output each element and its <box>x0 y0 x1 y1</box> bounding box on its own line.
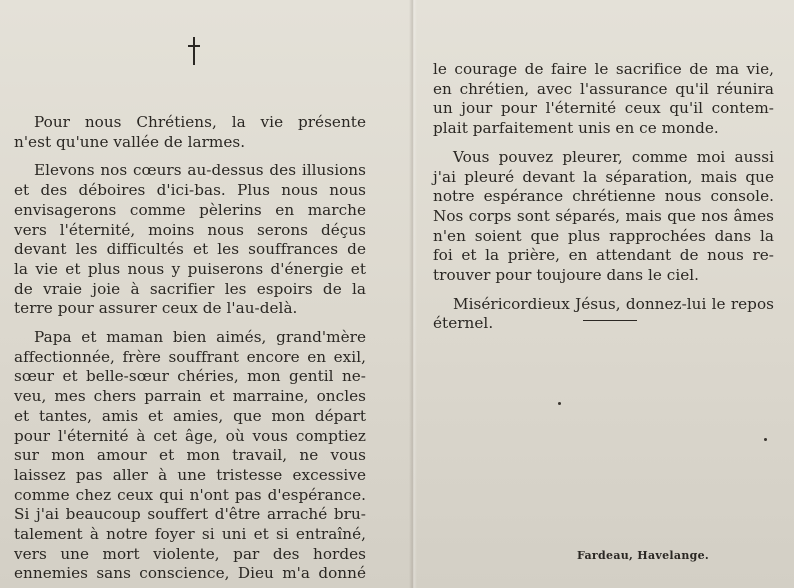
text-line: et des déboires d'ici-bas. Plus nous nous <box>14 181 366 200</box>
right-column <box>433 60 774 343</box>
text-line: Miséricordieux Jésus, donnez-lui le repos <box>453 294 774 313</box>
right-paragraph-1 <box>433 60 774 139</box>
text-line: Papa et maman bien aimés, grand'mère <box>34 328 366 347</box>
text-line: Pour nous Chrétiens, la vie présente <box>34 113 366 131</box>
right-paragraph-3 <box>433 295 774 334</box>
text-line: veu, mes chers parrain et marraine, oncles <box>14 387 366 406</box>
left-paragraph-3 <box>14 328 366 584</box>
text-line: le courage de faire le sacrifice de ma vie, <box>433 60 774 78</box>
text-line: et tantes, amis et amies, que mon départ <box>14 406 366 425</box>
text-line: comme chez ceux qui n'ont pas d'espérance. <box>14 485 366 504</box>
text-line: talement à notre foyer si uni et si entraîné, <box>14 525 366 544</box>
card-fold <box>409 0 417 588</box>
text-line: Nos corps sont séparés, mais que nos âmes <box>433 206 774 225</box>
text-line: j'ai pleuré devant la séparation, mais que <box>433 167 774 186</box>
text-line: affectionnée, frère souffrant encore en exil, <box>14 347 366 366</box>
print-speck <box>558 402 561 405</box>
left-paragraph-1 <box>14 113 366 152</box>
text-line: vers une mort violente, par des hordes <box>14 544 366 563</box>
text-line: plait parfaitement unis en ce monde. <box>433 119 719 138</box>
printer-credit: Fardeau, Havelange. <box>577 549 710 562</box>
left-column <box>14 113 366 588</box>
text-line: en chrétien, avec l'assurance qu'il réunira <box>433 79 774 98</box>
text-line: Vous pouvez pleurer, comme moi aussi <box>453 147 774 166</box>
text-line: sœur et belle-sœur chéries, mon gentil ne- <box>14 367 366 386</box>
text-line: foi et la prière, en attendant de nous re- <box>433 246 774 265</box>
text-line: éternel. <box>433 314 494 333</box>
text-line: pour l'éternité à cet âge, où vous comptiez <box>14 426 366 445</box>
text-line: trouver pour toujoure dans le ciel. <box>433 266 700 285</box>
text-line: notre espérance chrétienne nous console. <box>433 187 774 206</box>
right-paragraph-2 <box>433 148 774 286</box>
text-line: n'en soient que plus rapprochées dans la <box>433 226 774 245</box>
text-line: terre pour assurer ceux de l'au-delà. <box>14 299 298 318</box>
text-line: laissez pas aller à une tristesse excessive <box>14 465 366 484</box>
text-line: envisagerons comme pèlerins en marche <box>14 200 366 219</box>
latin-cross-icon <box>186 37 202 65</box>
text-line: Elevons nos cœurs au-dessus des illusions <box>34 161 366 180</box>
text-line: la vie et plus nous y puiserons d'énergie et <box>14 259 366 278</box>
text-line: n'est qu'une vallée de larmes. <box>14 132 246 151</box>
text-line: un jour pour l'éternité ceux qu'il contem- <box>433 99 774 118</box>
text-line: ennemies sans conscience, Dieu m'a donné <box>14 564 366 583</box>
text-line: Si j'ai beaucoup souffert d'être arraché bru- <box>14 505 366 524</box>
print-speck <box>764 438 767 441</box>
left-paragraph-2 <box>14 161 366 319</box>
text-line: sur mon amour et mon travail, ne vous <box>14 446 366 465</box>
text-line: devant les difficultés et les souffrances de <box>14 240 366 259</box>
text-line: de vraie joie à sacrifier les espoirs de la <box>14 279 366 298</box>
closing-rule <box>583 320 637 321</box>
text-line: vers l'éternité, moins nous serons déçus <box>14 220 366 239</box>
